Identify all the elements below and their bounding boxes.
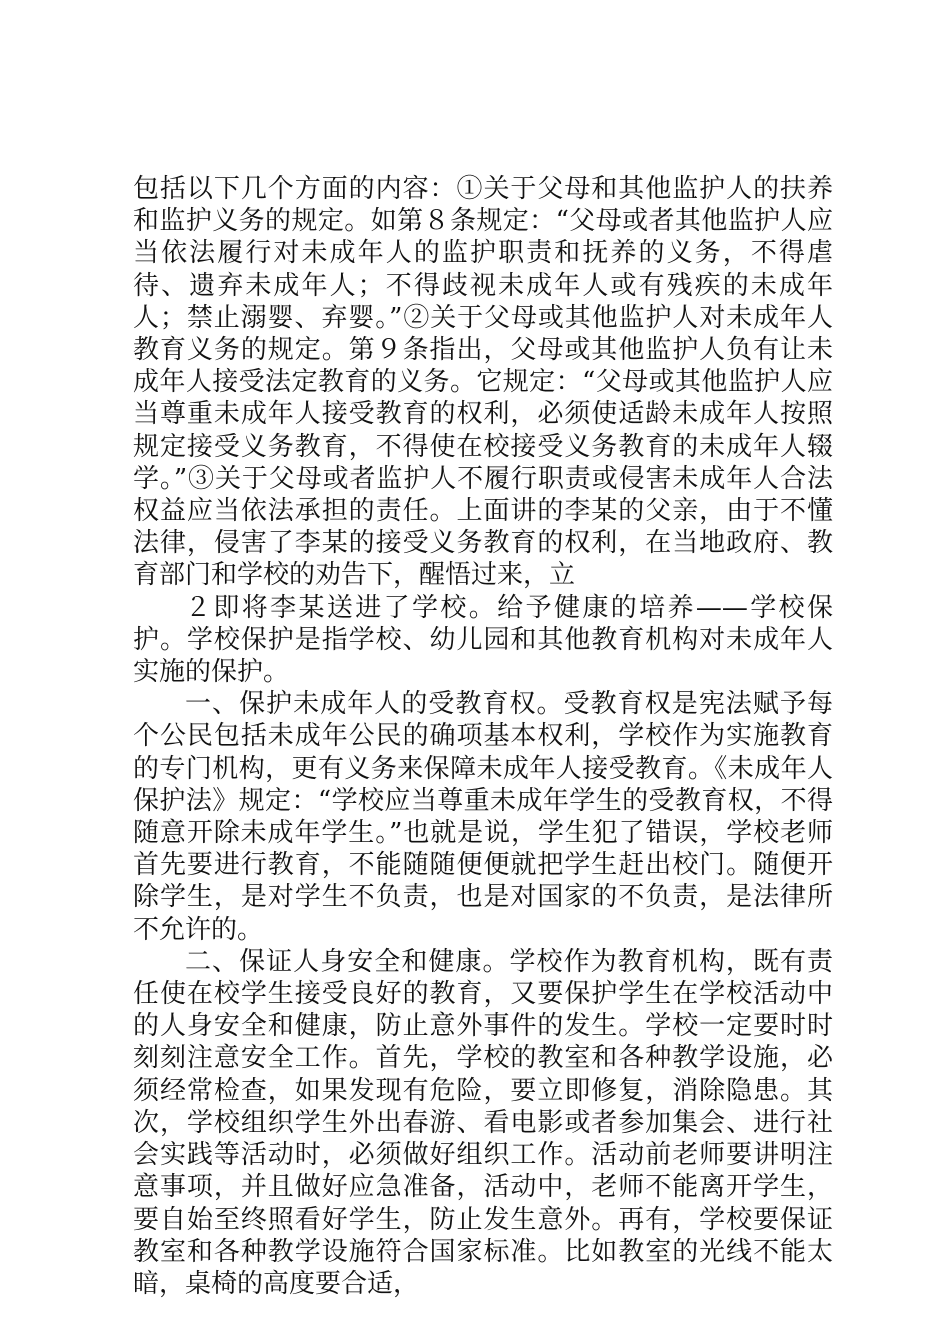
paragraph-3: 一、保护未成年人的受教育权。受教育权是宪法赋予每个公民包括未成年公民的确项基本权利，学校作为实施教育的专门机构，更有义务来保障未成年人接受教育。《未成年人保护法》规定：“学校应当尊重未成年学生的受教育权，不得随意开除未成年学生。”也就是说，学生犯了错误，学校老师首先要进行教育，不能随随便便就把学生赶出校门。随便开除学生，是对学生不负责，也是对国家的不负责，是法律所不允许的。 — [133, 689, 833, 945]
paragraph-1: 包括以下几个方面的内容：①关于父母和其他监护人的扶养和监护义务的规定。如第８条规定：“父母或者其他监护人应当依法履行对未成年人的监护职责和抚养的义务，不得虐待、遗弃未成年人；不得歧视未成年人或有残疾的未成年人；禁止溺婴、弃婴。”②关于父母或其他监护人对未成年人教育义务的规定。第９条指出，父母或其他监护人负有让未成年人接受法定教育的义务。它规定：“父母或其他监护人应当尊重未成年人接受教育的权利，必须使适龄未成年人按照规定接受义务教育，不得使在校接受义务教育的未成年人辍学。”③关于父母或者监护人不履行职责或侵害未成年人合法权益应当依法承担的责任。上面讲的李某的父亲，由于不懂法律，侵害了李某的接受义务教育的权利，在当地政府、教育部门和学校的劝告下，醒悟过来，立 — [133, 174, 833, 591]
document-body — [133, 173, 833, 1300]
paragraph-4: 二、保证人身安全和健康。学校作为教育机构，既有责任使在校学生接受良好的教育，又要保护学生在学校活动中的人身安全和健康，防止意外事件的发生。学校一定要时时刻刻注意安全工作。首先，学校的教室和各种教学设施，必须经常检查，如果发现有危险，要立即修复，消除隐患。其次，学校组织学生外出春游、看电影或者参加集会、进行社会实践等活动时，必须做好组织工作。活动前老师要讲明注意事项，并且做好应急准备，活动中，老师不能离开学生，要自始至终照看好学生，防止发生意外。再有，学校要保证教室和各种教学设施符合国家标准。比如教室的光线不能太暗，桌椅的高度要合适， — [133, 946, 833, 1299]
paragraph-2: ２即将李某送进了学校。给予健康的培养——学校保护。学校保护是指学校、幼儿园和其他教育机构对未成年人实施的保护。 — [133, 592, 833, 688]
